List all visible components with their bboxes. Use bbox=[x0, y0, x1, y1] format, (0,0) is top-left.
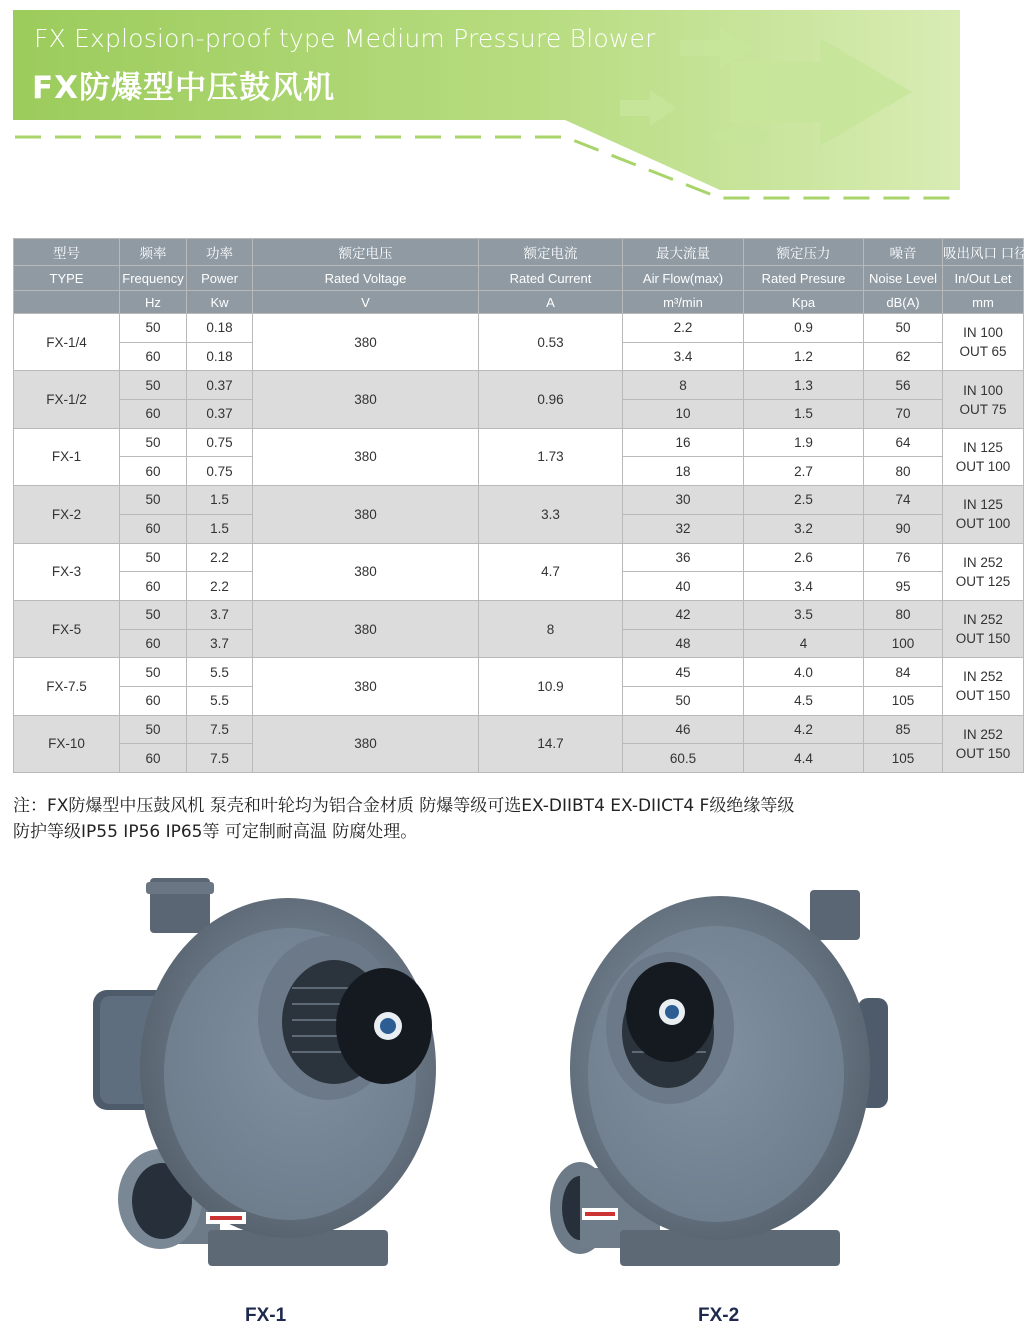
airflow-cell: 16 bbox=[623, 428, 744, 457]
power-cell: 2.2 bbox=[187, 543, 253, 572]
current-cell: 3.3 bbox=[479, 486, 623, 543]
header-cell: dB(A) bbox=[864, 291, 943, 314]
header-cell bbox=[14, 291, 120, 314]
outlet-size: OUT 100 bbox=[955, 516, 1011, 532]
model-cell: FX-7.5 bbox=[14, 658, 120, 715]
spec-table bbox=[13, 238, 1028, 773]
header-banner bbox=[0, 0, 973, 210]
power-cell: 0.37 bbox=[187, 400, 253, 429]
noise-cell: 56 bbox=[864, 371, 943, 400]
current-cell: 1.73 bbox=[479, 428, 623, 485]
noise-cell: 95 bbox=[864, 572, 943, 601]
frequency-cell: 60 bbox=[120, 744, 187, 773]
header-cell: 吸出风口 口径 bbox=[943, 239, 1024, 266]
power-cell: 0.37 bbox=[187, 371, 253, 400]
outlet-size: OUT 75 bbox=[959, 401, 1007, 417]
outlet-size: OUT 150 bbox=[955, 745, 1011, 761]
current-cell: 8 bbox=[479, 600, 623, 657]
product-image-fx1 bbox=[88, 878, 448, 1282]
note-line: 防护等级IP55 IP56 IP65等 可定制耐高温 防腐处理。 bbox=[13, 822, 418, 842]
power-cell: 0.75 bbox=[187, 457, 253, 486]
caption-fx2: FX-2 bbox=[698, 1305, 740, 1326]
outlet-size: OUT 100 bbox=[955, 458, 1011, 474]
airflow-cell: 50 bbox=[623, 686, 744, 715]
model-cell: FX-10 bbox=[14, 715, 120, 772]
pressure-cell: 4.2 bbox=[744, 715, 864, 744]
header-cell: Kpa bbox=[744, 291, 864, 314]
noise-cell: 70 bbox=[864, 400, 943, 429]
inlet-size: IN 100 bbox=[963, 382, 1003, 398]
airflow-cell: 42 bbox=[623, 600, 744, 629]
pressure-cell: 3.4 bbox=[744, 572, 864, 601]
noise-cell: 85 bbox=[864, 715, 943, 744]
outlet-size: OUT 150 bbox=[955, 688, 1011, 704]
power-cell: 1.5 bbox=[187, 514, 253, 543]
airflow-cell: 2.2 bbox=[623, 314, 744, 343]
pressure-cell: 4.0 bbox=[744, 658, 864, 687]
voltage-cell: 380 bbox=[253, 371, 479, 428]
table-row bbox=[14, 600, 1024, 629]
header-cell: 额定电压 bbox=[253, 239, 479, 266]
header-cell: TYPE bbox=[14, 266, 120, 291]
voltage-cell: 380 bbox=[253, 658, 479, 715]
inout-cell bbox=[943, 600, 1024, 657]
pressure-cell: 3.2 bbox=[744, 514, 864, 543]
power-cell: 2.2 bbox=[187, 572, 253, 601]
table-row bbox=[14, 715, 1024, 744]
frequency-cell: 60 bbox=[120, 342, 187, 371]
noise-cell: 74 bbox=[864, 486, 943, 515]
airflow-cell: 40 bbox=[623, 572, 744, 601]
header-row-english bbox=[14, 266, 1024, 291]
product-image-fx2 bbox=[540, 878, 900, 1282]
power-cell: 3.7 bbox=[187, 600, 253, 629]
current-cell: 0.96 bbox=[479, 371, 623, 428]
title-chinese: FX防爆型中压鼓风机 bbox=[32, 70, 336, 106]
current-cell: 10.9 bbox=[479, 658, 623, 715]
inlet-size: IN 252 bbox=[963, 669, 1003, 685]
frequency-cell: 50 bbox=[120, 428, 187, 457]
table-row bbox=[14, 486, 1024, 515]
airflow-cell: 30 bbox=[623, 486, 744, 515]
note-line: 注：FX防爆型中压鼓风机 泵壳和叶轮均为铝合金材质 防爆等级可选EX-DIIBT4 EX-DIICT4 F级绝缘等级 bbox=[13, 796, 795, 816]
outlet-size: OUT 65 bbox=[959, 344, 1007, 360]
table-row bbox=[14, 543, 1024, 572]
header-cell: Frequency bbox=[120, 266, 187, 291]
power-cell: 5.5 bbox=[187, 658, 253, 687]
voltage-cell: 380 bbox=[253, 543, 479, 600]
caption-fx1: FX-1 bbox=[245, 1305, 287, 1326]
power-cell: 0.18 bbox=[187, 342, 253, 371]
inout-cell bbox=[943, 371, 1024, 428]
frequency-cell: 50 bbox=[120, 658, 187, 687]
pressure-cell: 2.6 bbox=[744, 543, 864, 572]
frequency-cell: 50 bbox=[120, 371, 187, 400]
pressure-cell: 1.3 bbox=[744, 371, 864, 400]
voltage-cell: 380 bbox=[253, 715, 479, 772]
inout-cell bbox=[943, 314, 1024, 371]
header-cell: 频率 bbox=[120, 239, 187, 266]
header-cell: mm bbox=[943, 291, 1024, 314]
header-row-chinese bbox=[14, 239, 1024, 266]
model-cell: FX-1/4 bbox=[14, 314, 120, 371]
header-cell: In/Out Let bbox=[943, 266, 1024, 291]
title-english: FX Explosion-proof type Medium Pressure Blower bbox=[34, 24, 656, 53]
table-row bbox=[14, 314, 1024, 343]
airflow-cell: 10 bbox=[623, 400, 744, 429]
noise-cell: 76 bbox=[864, 543, 943, 572]
outlet-size: OUT 150 bbox=[955, 631, 1011, 647]
noise-cell: 62 bbox=[864, 342, 943, 371]
voltage-cell: 380 bbox=[253, 314, 479, 371]
frequency-cell: 60 bbox=[120, 514, 187, 543]
current-cell: 14.7 bbox=[479, 715, 623, 772]
frequency-cell: 50 bbox=[120, 543, 187, 572]
noise-cell: 100 bbox=[864, 629, 943, 658]
inlet-size: IN 100 bbox=[963, 325, 1003, 341]
frequency-cell: 50 bbox=[120, 314, 187, 343]
noise-cell: 105 bbox=[864, 686, 943, 715]
pressure-cell: 4 bbox=[744, 629, 864, 658]
header-row-units bbox=[14, 291, 1024, 314]
header-cell: Noise Level bbox=[864, 266, 943, 291]
power-cell: 1.5 bbox=[187, 486, 253, 515]
inlet-size: IN 125 bbox=[963, 497, 1003, 513]
voltage-cell: 380 bbox=[253, 428, 479, 485]
airflow-cell: 45 bbox=[623, 658, 744, 687]
power-cell: 5.5 bbox=[187, 686, 253, 715]
frequency-cell: 60 bbox=[120, 572, 187, 601]
airflow-cell: 48 bbox=[623, 629, 744, 658]
header-cell: Power bbox=[187, 266, 253, 291]
inout-cell bbox=[943, 715, 1024, 772]
pressure-cell: 4.5 bbox=[744, 686, 864, 715]
noise-cell: 50 bbox=[864, 314, 943, 343]
noise-cell: 80 bbox=[864, 457, 943, 486]
power-cell: 3.7 bbox=[187, 629, 253, 658]
outlet-size: OUT 125 bbox=[955, 573, 1011, 589]
power-cell: 7.5 bbox=[187, 715, 253, 744]
model-cell: FX-1/2 bbox=[14, 371, 120, 428]
header-cell: Kw bbox=[187, 291, 253, 314]
airflow-cell: 46 bbox=[623, 715, 744, 744]
pressure-cell: 0.9 bbox=[744, 314, 864, 343]
pressure-cell: 1.5 bbox=[744, 400, 864, 429]
model-cell: FX-5 bbox=[14, 600, 120, 657]
inlet-size: IN 252 bbox=[963, 554, 1003, 570]
inlet-size: IN 252 bbox=[963, 726, 1003, 742]
noise-cell: 80 bbox=[864, 600, 943, 629]
airflow-cell: 32 bbox=[623, 514, 744, 543]
frequency-cell: 60 bbox=[120, 457, 187, 486]
current-cell: 4.7 bbox=[479, 543, 623, 600]
frequency-cell: 50 bbox=[120, 600, 187, 629]
spec-note bbox=[13, 793, 953, 845]
noise-cell: 84 bbox=[864, 658, 943, 687]
table-row bbox=[14, 658, 1024, 687]
pressure-cell: 1.9 bbox=[744, 428, 864, 457]
header-cell: 额定电流 bbox=[479, 239, 623, 266]
header-cell: 最大流量 bbox=[623, 239, 744, 266]
header-cell: V bbox=[253, 291, 479, 314]
voltage-cell: 380 bbox=[253, 486, 479, 543]
current-cell: 0.53 bbox=[479, 314, 623, 371]
header-cell: Rated Presure bbox=[744, 266, 864, 291]
noise-cell: 64 bbox=[864, 428, 943, 457]
frequency-cell: 60 bbox=[120, 629, 187, 658]
airflow-cell: 18 bbox=[623, 457, 744, 486]
table-row bbox=[14, 371, 1024, 400]
inout-cell bbox=[943, 658, 1024, 715]
model-cell: FX-2 bbox=[14, 486, 120, 543]
inlet-size: IN 125 bbox=[963, 439, 1003, 455]
voltage-cell: 380 bbox=[253, 600, 479, 657]
header-cell: 额定压力 bbox=[744, 239, 864, 266]
model-cell: FX-3 bbox=[14, 543, 120, 600]
inlet-size: IN 252 bbox=[963, 612, 1003, 628]
model-cell: FX-1 bbox=[14, 428, 120, 485]
power-cell: 0.75 bbox=[187, 428, 253, 457]
airflow-cell: 3.4 bbox=[623, 342, 744, 371]
header-cell: Hz bbox=[120, 291, 187, 314]
noise-cell: 90 bbox=[864, 514, 943, 543]
header-cell: Air Flow(max) bbox=[623, 266, 744, 291]
inout-cell bbox=[943, 543, 1024, 600]
inout-cell bbox=[943, 486, 1024, 543]
frequency-cell: 60 bbox=[120, 400, 187, 429]
power-cell: 0.18 bbox=[187, 314, 253, 343]
pressure-cell: 4.4 bbox=[744, 744, 864, 773]
header-cell: 噪音 bbox=[864, 239, 943, 266]
pressure-cell: 2.5 bbox=[744, 486, 864, 515]
inout-cell bbox=[943, 428, 1024, 485]
table-row bbox=[14, 428, 1024, 457]
header-cell: Rated Current bbox=[479, 266, 623, 291]
pressure-cell: 2.7 bbox=[744, 457, 864, 486]
header-cell: 型号 bbox=[14, 239, 120, 266]
header-cell: Rated Voltage bbox=[253, 266, 479, 291]
frequency-cell: 50 bbox=[120, 715, 187, 744]
airflow-cell: 36 bbox=[623, 543, 744, 572]
pressure-cell: 1.2 bbox=[744, 342, 864, 371]
airflow-cell: 60.5 bbox=[623, 744, 744, 773]
header-cell: A bbox=[479, 291, 623, 314]
power-cell: 7.5 bbox=[187, 744, 253, 773]
header-cell: 功率 bbox=[187, 239, 253, 266]
noise-cell: 105 bbox=[864, 744, 943, 773]
airflow-cell: 8 bbox=[623, 371, 744, 400]
pressure-cell: 3.5 bbox=[744, 600, 864, 629]
frequency-cell: 50 bbox=[120, 486, 187, 515]
frequency-cell: 60 bbox=[120, 686, 187, 715]
header-cell: m³/min bbox=[623, 291, 744, 314]
